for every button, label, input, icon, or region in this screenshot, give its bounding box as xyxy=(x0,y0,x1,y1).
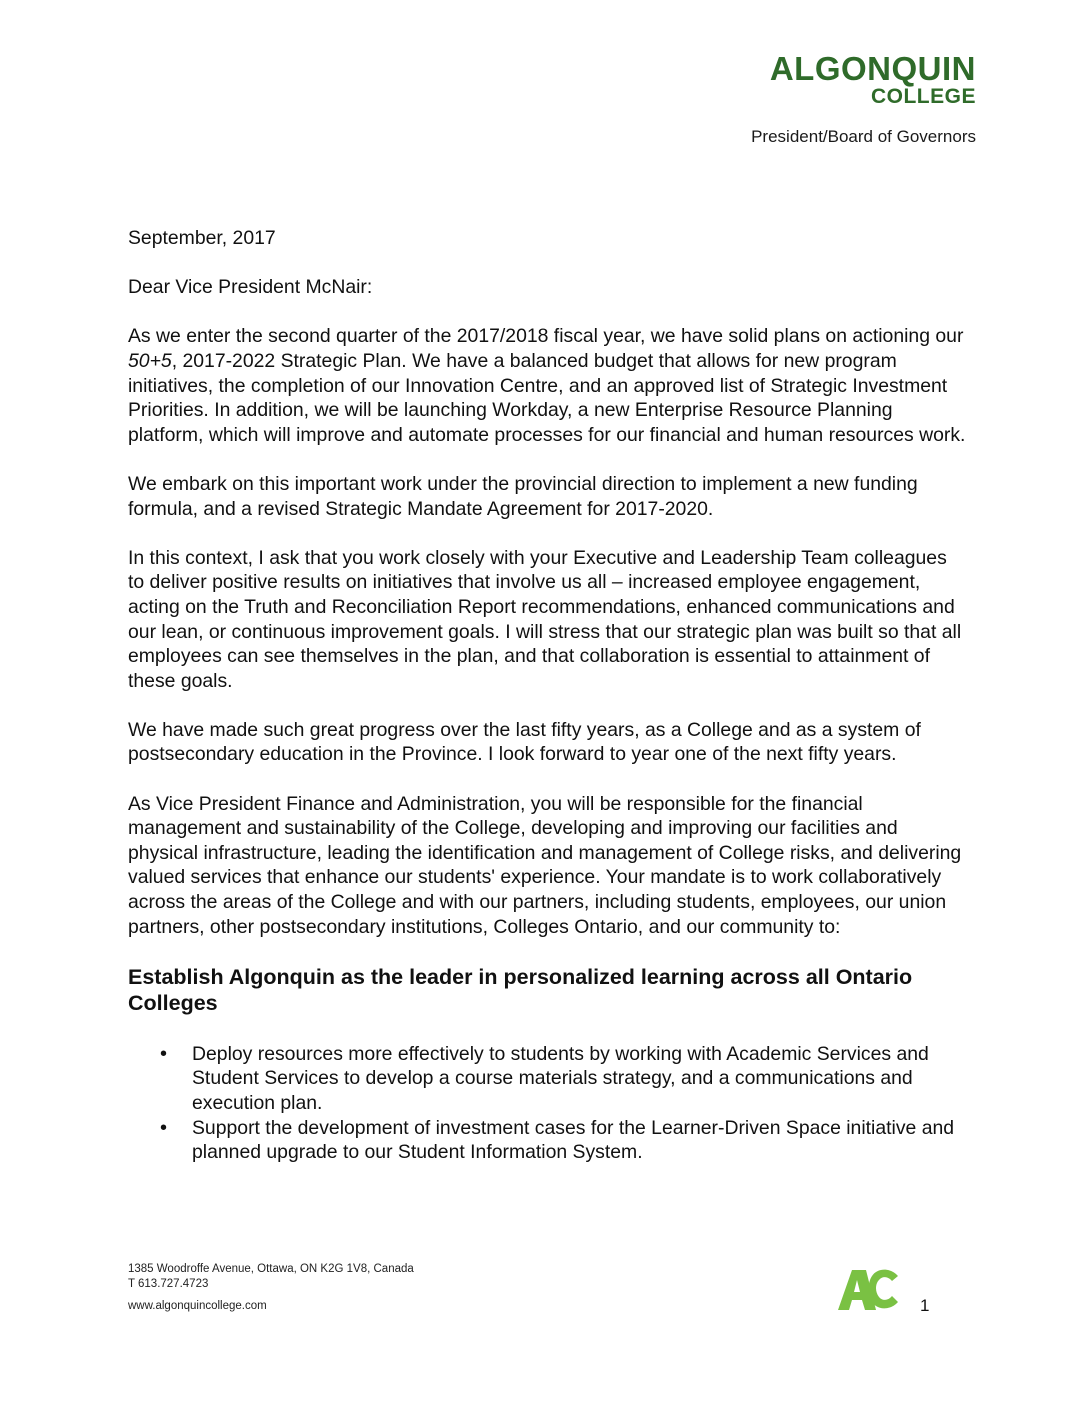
footer-address-block xyxy=(128,1262,414,1291)
paragraph-2: We embark on this important work under the provincial direction to implement a new funding formula, and a revised Strategic Mandate Agreement for 2017-2020. xyxy=(128,472,918,520)
paragraph-1-end: , 2017-2022 Strategic Plan. We have a balanced budget that allows for new program initiatives, the completion of our Innovation Centre, and an approved list of Strategic Investment Priorities. In addition, we will be launching Workday, a new Enterprise Resource Planning platform, which will improve and automate processes for our financial and human resources work. xyxy=(128,349,966,446)
list-item-text: Deploy resources more effectively to students by working with Academic Services and Student Services to develop a course materials strategy, and a communications and execution plan. xyxy=(192,1042,929,1114)
paragraph-1 xyxy=(128,324,968,447)
bullet-list xyxy=(128,1042,968,1165)
footer-phone: T 613.727.4723 xyxy=(128,1277,209,1290)
letter-body xyxy=(128,226,968,1165)
section-heading: Establish Algonquin as the leader in personalized learning across all Ontario Colleges xyxy=(128,964,913,1015)
office-title: President/Board of Governors xyxy=(751,127,976,146)
bullet-icon: • xyxy=(160,1116,168,1139)
paragraph-5: As Vice President Finance and Administration, you will be responsible for the financial management and sustainability of the College, developing and improving our facilities and physical infrastructure, leading the identification and management of College risks, and delivering valued services that enhance our students' experience. Your mandate is to work collaboratively across the areas of the College and with our partners, including students, employees, our union partners, other postsecondary institutions, Colleges Ontario, and our community to: xyxy=(128,792,962,938)
logo-wordmark-line2: COLLEGE xyxy=(870,85,976,108)
list-item xyxy=(128,1116,968,1165)
college-logo xyxy=(770,52,976,107)
logo-wordmark-line1: ALGONQUIN xyxy=(769,50,976,87)
letter-date: September, 2017 xyxy=(128,227,276,249)
list-item-text: Support the development of investment cases for the Learner-Driven Space initiative and planned upgrade to our Student Information System. xyxy=(192,1116,955,1164)
list-item xyxy=(128,1042,968,1116)
bullet-icon: • xyxy=(160,1042,168,1065)
footer-address: 1385 Woodroffe Avenue, Ottawa, ON K2G 1V8, Canada xyxy=(128,1263,414,1275)
paragraph-3: In this context, I ask that you work closely with your Executive and Leadership Team colleagues to deliver positive results on initiatives that involve us all – increased employee engagement, acting on the Truth and Reconciliation Report recommendations, enhanced communications and our lean, or continuous improvement goals. I will stress that our strategic plan was built so that all employees can see themselves in the plan, and that collaboration is essential to attainment of these goals. xyxy=(128,546,962,692)
paragraph-1-start: As we enter the second quarter of the 2017/2018 fiscal year, we have solid plans on actioning our xyxy=(128,325,964,348)
footer-website: www.algonquincollege.com xyxy=(128,1300,267,1312)
ac-logo-mark xyxy=(836,1266,900,1312)
letter-salutation: Dear Vice President McNair: xyxy=(128,276,373,299)
paragraph-4: We have made such great progress over the last fifty years, as a College and as a system of postsecondary education in the Province. I look forward to year one of the next fifty years. xyxy=(128,718,921,766)
strategic-plan-name: 50+5 xyxy=(128,349,172,372)
page-number: 1 xyxy=(920,1296,930,1315)
